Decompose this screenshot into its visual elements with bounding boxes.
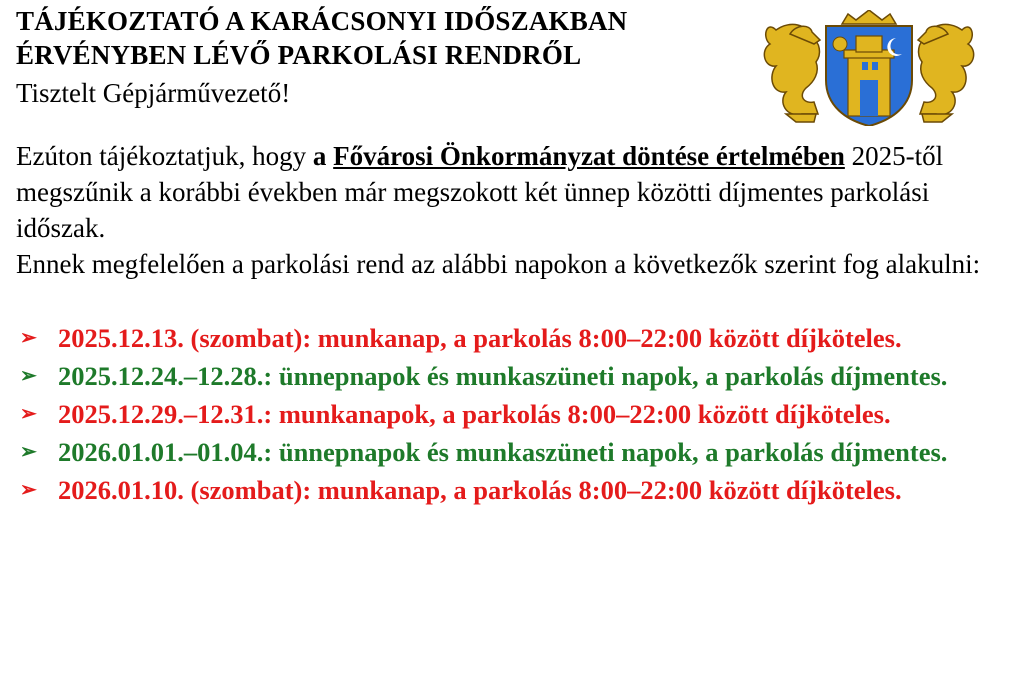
parking-schedule-list (16, 320, 1006, 510)
coat-of-arms-icon (756, 10, 982, 126)
title-line-1: TÁJÉKOZTATÓ A KARÁCSONYI IDŐSZAKBAN (16, 6, 628, 36)
page-title (16, 4, 627, 72)
schedule-item (16, 396, 1006, 432)
arrow-bullet-icon: ➢ (20, 441, 37, 463)
schedule-item (16, 320, 1006, 356)
schedule-item-text: 2026.01.10. (szombat): munkanap, a parkolás 8:00–22:00 között díjköteles. (58, 475, 902, 505)
schedule-item-text: 2025.12.24.–12.28.: ünnepnapok és munkaszüneti napok, a parkolás díjmentes. (58, 361, 948, 391)
title-line-2: ÉRVÉNYBEN LÉVŐ PARKOLÁSI RENDRŐL (16, 40, 582, 70)
greeting: Tisztelt Gépjárművezető! (16, 78, 291, 108)
schedule-item (16, 472, 1006, 508)
schedule-item-text: 2025.12.29.–12.31.: munkanapok, a parkolás 8:00–22:00 között díjköteles. (58, 399, 891, 429)
schedule-item (16, 358, 1006, 394)
intro-paragraph: Ezúton tájékoztatjuk, hogy a Fővárosi Önkormányzat döntése értelmében 2025-től megszűnik a korábbi években már megszokott két ünnep közötti díjmentes parkolási időszak. (16, 141, 944, 243)
schedule-item-text: 2025.12.13. (szombat): munkanap, a parkolás 8:00–22:00 között díjköteles. (58, 323, 902, 353)
arrow-bullet-icon: ➢ (20, 327, 37, 349)
schedule-item (16, 434, 1006, 470)
council-decision-link: Fővárosi Önkormányzat döntése értelmében (333, 141, 845, 171)
schedule-item-text: 2026.01.01.–01.04.: ünnepnapok és munkaszüneti napok, a parkolás díjmentes. (58, 437, 948, 467)
arrow-bullet-icon: ➢ (20, 479, 37, 501)
intro-schedule-lead: Ennek megfelelően a parkolási rend az alábbi napokon a következők szerint fog alakulni: (16, 249, 981, 279)
arrow-bullet-icon: ➢ (20, 403, 37, 425)
arrow-bullet-icon: ➢ (20, 365, 37, 387)
intro-text (16, 138, 1001, 282)
